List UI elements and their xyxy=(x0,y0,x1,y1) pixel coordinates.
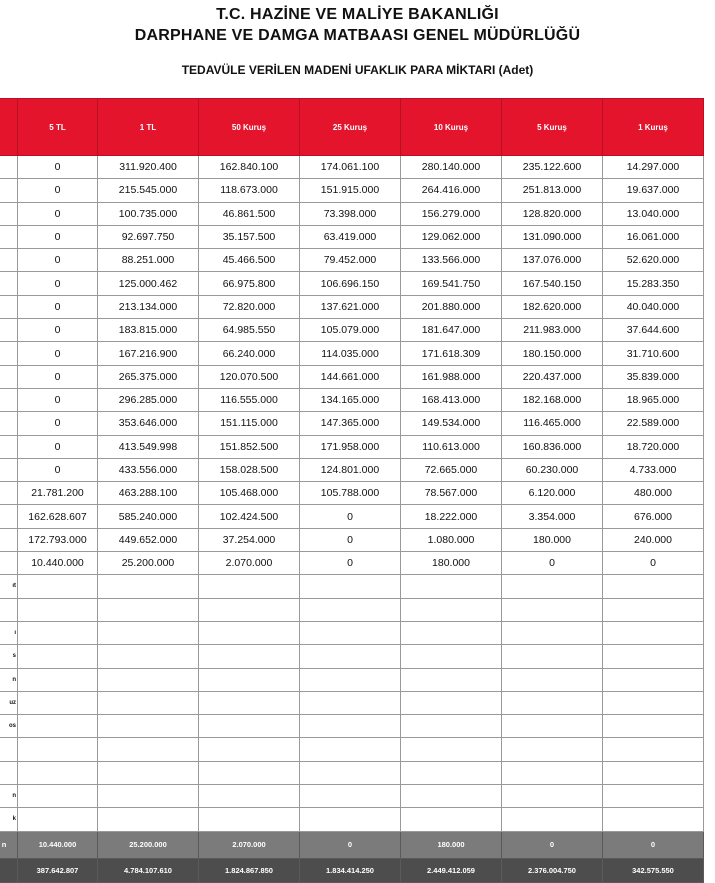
table-cell: 0 xyxy=(502,552,603,575)
table-cell xyxy=(18,645,98,668)
table-row xyxy=(0,412,704,435)
table-cell xyxy=(502,808,603,831)
table-cell: 235.122.600 xyxy=(502,156,603,179)
summary-cell: 25.200.000 xyxy=(98,831,199,858)
table-cell: 37.254.000 xyxy=(199,528,300,551)
table-cell xyxy=(300,575,401,598)
table-cell: 162.840.100 xyxy=(199,156,300,179)
table-cell xyxy=(603,691,704,714)
table-row xyxy=(0,505,704,528)
table-cell: 676.000 xyxy=(603,505,704,528)
row-label xyxy=(0,272,18,295)
totals-label xyxy=(0,858,18,882)
summary-cell: 10.440.000 xyxy=(18,831,98,858)
table-cell xyxy=(502,785,603,808)
row-label xyxy=(0,249,18,272)
table-row xyxy=(0,738,704,761)
table-row xyxy=(0,668,704,691)
table-row xyxy=(0,808,704,831)
table-cell: 102.424.500 xyxy=(199,505,300,528)
table-cell xyxy=(300,668,401,691)
table-row xyxy=(0,272,704,295)
table-cell: 0 xyxy=(18,435,98,458)
column-header: 5 TL xyxy=(18,99,98,156)
row-label: uz xyxy=(0,691,18,714)
table-cell xyxy=(98,715,199,738)
total-cell: 2.449.412.059 xyxy=(401,858,502,882)
table-cell: 66.975.800 xyxy=(199,272,300,295)
table-cell: 0 xyxy=(18,365,98,388)
table-cell xyxy=(401,575,502,598)
table-cell: 13.040.000 xyxy=(603,202,704,225)
table-cell: 213.134.000 xyxy=(98,295,199,318)
table-cell xyxy=(603,738,704,761)
table-cell: 131.090.000 xyxy=(502,225,603,248)
table-cell: 73.398.000 xyxy=(300,202,401,225)
table-cell xyxy=(603,645,704,668)
table-cell xyxy=(199,598,300,621)
table-cell xyxy=(199,691,300,714)
total-cell: 1.824.867.850 xyxy=(199,858,300,882)
table-cell: 105.788.000 xyxy=(300,482,401,505)
table-cell: 211.983.000 xyxy=(502,319,603,342)
table-cell xyxy=(98,808,199,831)
table-cell: 0 xyxy=(18,295,98,318)
table-cell: 158.028.500 xyxy=(199,458,300,481)
table-cell xyxy=(199,575,300,598)
row-label xyxy=(0,412,18,435)
table-cell: 160.836.000 xyxy=(502,435,603,458)
table-cell: 106.696.150 xyxy=(300,272,401,295)
table-cell: 88.251.000 xyxy=(98,249,199,272)
table-row xyxy=(0,179,704,202)
table-cell xyxy=(401,645,502,668)
table-cell: 21.781.200 xyxy=(18,482,98,505)
table-cell: 31.710.600 xyxy=(603,342,704,365)
table-cell xyxy=(603,621,704,644)
table-cell: 10.440.000 xyxy=(18,552,98,575)
table-cell: 0 xyxy=(300,505,401,528)
summary-label: n xyxy=(0,831,18,858)
table-cell: 63.419.000 xyxy=(300,225,401,248)
table-cell: 2.070.000 xyxy=(199,552,300,575)
table-subtitle: TEDAVÜLE VERİLEN MADENİ UFAKLIK PARA MİKTARI (Adet) xyxy=(181,63,534,77)
table-cell xyxy=(98,691,199,714)
header-row xyxy=(0,99,704,156)
table-cell xyxy=(18,715,98,738)
table-cell xyxy=(603,785,704,808)
table-cell: 201.880.000 xyxy=(401,295,502,318)
table-cell xyxy=(199,808,300,831)
table-cell xyxy=(18,668,98,691)
table-cell: 6.120.000 xyxy=(502,482,603,505)
row-label xyxy=(0,365,18,388)
table-row xyxy=(0,598,704,621)
summary-cell: 180.000 xyxy=(401,831,502,858)
table-cell: 180.000 xyxy=(502,528,603,551)
table-cell xyxy=(18,621,98,644)
table-cell: 167.540.150 xyxy=(502,272,603,295)
table-cell xyxy=(199,761,300,784)
table-cell xyxy=(502,691,603,714)
row-label: n xyxy=(0,785,18,808)
table-cell: 66.240.000 xyxy=(199,342,300,365)
table-cell: 128.820.000 xyxy=(502,202,603,225)
column-header: 5 Kuruş xyxy=(502,99,603,156)
total-cell: 342.575.550 xyxy=(603,858,704,882)
summary-cell: 0 xyxy=(502,831,603,858)
table-cell: 15.283.350 xyxy=(603,272,704,295)
table-cell xyxy=(18,575,98,598)
row-label: ı xyxy=(0,621,18,644)
row-label xyxy=(0,435,18,458)
row-label xyxy=(0,528,18,551)
table-cell xyxy=(300,738,401,761)
table-cell: 60.230.000 xyxy=(502,458,603,481)
table-cell: 35.157.500 xyxy=(199,225,300,248)
table-cell: 0 xyxy=(18,412,98,435)
table-cell xyxy=(18,785,98,808)
table-cell xyxy=(603,761,704,784)
total-cell: 2.376.004.750 xyxy=(502,858,603,882)
table-cell: 0 xyxy=(18,319,98,342)
table-cell: 79.452.000 xyxy=(300,249,401,272)
table-cell xyxy=(98,738,199,761)
table-cell: 18.720.000 xyxy=(603,435,704,458)
table-cell xyxy=(603,808,704,831)
table-cell xyxy=(401,668,502,691)
table-cell: 110.613.000 xyxy=(401,435,502,458)
summary-cell: 0 xyxy=(300,831,401,858)
directorate-title: DARPHANE VE DAMGA MATBAASI GENEL MÜDÜRLÜĞÜ xyxy=(134,27,581,44)
row-label xyxy=(0,388,18,411)
row-label: k xyxy=(0,808,18,831)
table-cell: 137.076.000 xyxy=(502,249,603,272)
table-cell: 18.965.000 xyxy=(603,388,704,411)
row-label xyxy=(0,202,18,225)
table-cell xyxy=(98,598,199,621)
row-label xyxy=(0,761,18,784)
table-cell: 46.861.500 xyxy=(199,202,300,225)
row-label xyxy=(0,598,18,621)
table-cell: 353.646.000 xyxy=(98,412,199,435)
table-cell xyxy=(401,715,502,738)
table-cell: 64.985.550 xyxy=(199,319,300,342)
row-label xyxy=(0,156,18,179)
table-cell xyxy=(502,715,603,738)
row-label xyxy=(0,458,18,481)
table-cell: 265.375.000 xyxy=(98,365,199,388)
row-label xyxy=(0,179,18,202)
table-cell xyxy=(502,645,603,668)
table-cell xyxy=(199,785,300,808)
table-cell: 0 xyxy=(18,458,98,481)
row-label xyxy=(0,482,18,505)
table-cell: 180.150.000 xyxy=(502,342,603,365)
table-cell: 0 xyxy=(18,272,98,295)
table-cell xyxy=(603,575,704,598)
table-cell xyxy=(401,808,502,831)
table-cell: 114.035.000 xyxy=(300,342,401,365)
row-label: os xyxy=(0,715,18,738)
table-cell: 0 xyxy=(603,552,704,575)
column-header: 1 TL xyxy=(98,99,199,156)
row-label: n xyxy=(0,668,18,691)
table-cell xyxy=(603,715,704,738)
table-cell xyxy=(401,598,502,621)
table-row xyxy=(0,645,704,668)
table-cell xyxy=(502,575,603,598)
table-body xyxy=(0,156,704,832)
row-label xyxy=(0,319,18,342)
table-cell: 45.466.500 xyxy=(199,249,300,272)
table-cell xyxy=(199,621,300,644)
table-cell: 433.556.000 xyxy=(98,458,199,481)
table-cell: 105.079.000 xyxy=(300,319,401,342)
table-cell xyxy=(300,691,401,714)
table-row xyxy=(0,342,704,365)
row-label xyxy=(0,738,18,761)
table-cell: 22.589.000 xyxy=(603,412,704,435)
table-cell: 72.820.000 xyxy=(199,295,300,318)
table-cell: 25.200.000 xyxy=(98,552,199,575)
table-cell xyxy=(300,598,401,621)
table-cell xyxy=(98,761,199,784)
table-cell: 14.297.000 xyxy=(603,156,704,179)
coin-quantity-table xyxy=(0,98,704,883)
table-row xyxy=(0,202,704,225)
summary-cell: 2.070.000 xyxy=(199,831,300,858)
table-row xyxy=(0,156,704,179)
table-cell xyxy=(18,808,98,831)
table-cell: 0 xyxy=(300,528,401,551)
table-row xyxy=(0,761,704,784)
table-cell: 264.416.000 xyxy=(401,179,502,202)
table-row xyxy=(0,249,704,272)
table-cell: 161.988.000 xyxy=(401,365,502,388)
table-cell: 162.628.607 xyxy=(18,505,98,528)
column-header: 50 Kuruş xyxy=(199,99,300,156)
table-row xyxy=(0,552,704,575)
table-cell: 100.735.000 xyxy=(98,202,199,225)
table-cell: 182.168.000 xyxy=(502,388,603,411)
table-row xyxy=(0,295,704,318)
table-cell xyxy=(18,738,98,761)
table-cell xyxy=(502,621,603,644)
table-cell: 240.000 xyxy=(603,528,704,551)
table-cell: 4.733.000 xyxy=(603,458,704,481)
total-cell: 1.834.414.250 xyxy=(300,858,401,882)
table-cell: 449.652.000 xyxy=(98,528,199,551)
header-label-cell xyxy=(0,99,18,156)
table-cell: 0 xyxy=(300,552,401,575)
table-cell xyxy=(199,738,300,761)
table-cell xyxy=(502,598,603,621)
table-cell: 463.288.100 xyxy=(98,482,199,505)
table-cell xyxy=(401,691,502,714)
table-cell: 168.413.000 xyxy=(401,388,502,411)
table-cell xyxy=(98,645,199,668)
table-row xyxy=(0,715,704,738)
table-cell xyxy=(603,598,704,621)
table-row xyxy=(0,482,704,505)
table-cell: 0 xyxy=(18,388,98,411)
table-cell: 134.165.000 xyxy=(300,388,401,411)
table-cell: 120.070.500 xyxy=(199,365,300,388)
row-label xyxy=(0,552,18,575)
table-cell: 116.465.000 xyxy=(502,412,603,435)
table-row xyxy=(0,621,704,644)
totals-row xyxy=(0,858,704,882)
table-cell: 149.534.000 xyxy=(401,412,502,435)
table-cell xyxy=(401,621,502,644)
summary-row xyxy=(0,831,704,858)
table-cell: 133.566.000 xyxy=(401,249,502,272)
table-cell: 311.920.400 xyxy=(98,156,199,179)
table-row xyxy=(0,225,704,248)
table-row xyxy=(0,575,704,598)
row-label: s xyxy=(0,645,18,668)
table-cell: 171.958.000 xyxy=(300,435,401,458)
table-cell: 0 xyxy=(18,179,98,202)
table-cell: 40.040.000 xyxy=(603,295,704,318)
table-cell: 137.621.000 xyxy=(300,295,401,318)
table-row xyxy=(0,691,704,714)
table-cell xyxy=(300,621,401,644)
table-cell xyxy=(603,668,704,691)
total-cell: 387.642.807 xyxy=(18,858,98,882)
table-cell xyxy=(300,645,401,668)
table-cell: 124.801.000 xyxy=(300,458,401,481)
table-cell xyxy=(18,761,98,784)
table-cell: 172.793.000 xyxy=(18,528,98,551)
table-cell xyxy=(300,715,401,738)
table-row xyxy=(0,388,704,411)
table-cell: 3.354.000 xyxy=(502,505,603,528)
row-label xyxy=(0,295,18,318)
table-row xyxy=(0,785,704,808)
table-cell: 0 xyxy=(18,342,98,365)
table-cell: 180.000 xyxy=(401,552,502,575)
table-cell xyxy=(98,785,199,808)
table-row xyxy=(0,435,704,458)
row-label xyxy=(0,342,18,365)
table-cell: 116.555.000 xyxy=(199,388,300,411)
table-cell: 129.062.000 xyxy=(401,225,502,248)
ministry-title: T.C. HAZİNE VE MALİYE BAKANLIĞI xyxy=(216,6,499,23)
table-cell: 413.549.998 xyxy=(98,435,199,458)
table-cell: 167.216.900 xyxy=(98,342,199,365)
column-header: 10 Kuruş xyxy=(401,99,502,156)
table-cell xyxy=(401,761,502,784)
table-cell: 171.618.309 xyxy=(401,342,502,365)
table-cell xyxy=(199,715,300,738)
table-row xyxy=(0,319,704,342)
table-cell: 52.620.000 xyxy=(603,249,704,272)
total-cell: 4.784.107.610 xyxy=(98,858,199,882)
table-cell xyxy=(300,761,401,784)
table-cell: 147.365.000 xyxy=(300,412,401,435)
table-cell xyxy=(199,645,300,668)
table-cell xyxy=(98,668,199,691)
table-cell: 125.000.462 xyxy=(98,272,199,295)
table-cell: 72.665.000 xyxy=(401,458,502,481)
column-header: 1 Kuruş xyxy=(603,99,704,156)
table-row xyxy=(0,365,704,388)
table-cell: 0 xyxy=(18,225,98,248)
table-cell: 144.661.000 xyxy=(300,365,401,388)
table-row xyxy=(0,458,704,481)
table-cell: 35.839.000 xyxy=(603,365,704,388)
table-cell: 182.620.000 xyxy=(502,295,603,318)
table-cell: 480.000 xyxy=(603,482,704,505)
table-cell: 169.541.750 xyxy=(401,272,502,295)
table-cell: 215.545.000 xyxy=(98,179,199,202)
table-cell: 585.240.000 xyxy=(98,505,199,528)
table-cell: 151.915.000 xyxy=(300,179,401,202)
table-cell: 280.140.000 xyxy=(401,156,502,179)
table-cell: 151.115.000 xyxy=(199,412,300,435)
table-cell: 156.279.000 xyxy=(401,202,502,225)
table-cell: 251.813.000 xyxy=(502,179,603,202)
table-cell xyxy=(300,808,401,831)
summary-cell: 0 xyxy=(603,831,704,858)
table-cell: 19.637.000 xyxy=(603,179,704,202)
table-cell: 0 xyxy=(18,156,98,179)
table-cell: 16.061.000 xyxy=(603,225,704,248)
table-cell xyxy=(199,668,300,691)
table-cell xyxy=(502,668,603,691)
table-cell: 181.647.000 xyxy=(401,319,502,342)
table-cell: 296.285.000 xyxy=(98,388,199,411)
table-cell: 92.697.750 xyxy=(98,225,199,248)
column-header: 25 Kuruş xyxy=(300,99,401,156)
row-label xyxy=(0,505,18,528)
table-cell: 0 xyxy=(18,202,98,225)
row-label: ıt xyxy=(0,575,18,598)
table-cell: 0 xyxy=(18,249,98,272)
table-cell xyxy=(300,785,401,808)
table-cell: 151.852.500 xyxy=(199,435,300,458)
table-row xyxy=(0,528,704,551)
table-cell: 18.222.000 xyxy=(401,505,502,528)
table-cell: 78.567.000 xyxy=(401,482,502,505)
table-cell: 174.061.100 xyxy=(300,156,401,179)
table-cell xyxy=(401,738,502,761)
table-cell xyxy=(502,761,603,784)
table-cell: 1.080.000 xyxy=(401,528,502,551)
table-cell: 118.673.000 xyxy=(199,179,300,202)
table-cell: 105.468.000 xyxy=(199,482,300,505)
table-cell xyxy=(18,598,98,621)
table-cell xyxy=(98,621,199,644)
table-cell xyxy=(98,575,199,598)
table-cell: 183.815.000 xyxy=(98,319,199,342)
row-label xyxy=(0,225,18,248)
table-cell xyxy=(502,738,603,761)
table-cell: 37.644.600 xyxy=(603,319,704,342)
table-cell xyxy=(401,785,502,808)
table-cell: 220.437.000 xyxy=(502,365,603,388)
table-cell xyxy=(18,691,98,714)
